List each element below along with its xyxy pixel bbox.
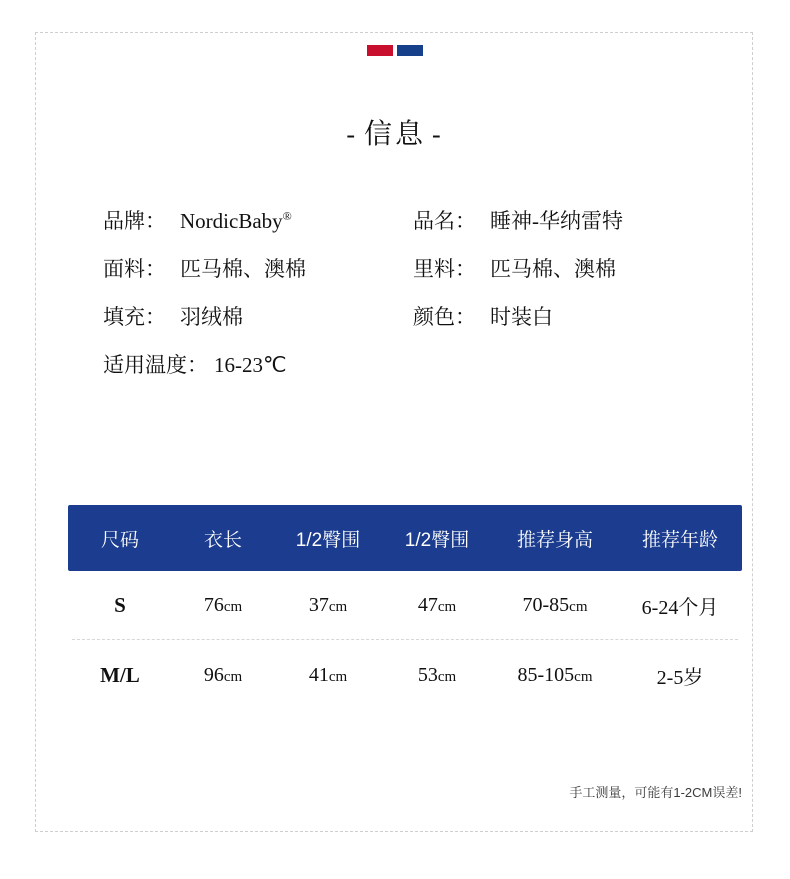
info-value: 匹马棉、澳棉 <box>490 257 616 281</box>
measurement-disclaimer: 手工测量，可能有1-2CM误差! <box>569 785 742 800</box>
value: 37 <box>308 593 329 616</box>
table-header-cell: 推荐身高 <box>516 529 593 551</box>
info-label: 品牌： <box>103 209 166 233</box>
table-header-cell: 1/2臀围 <box>404 529 470 551</box>
info-section <box>103 205 723 397</box>
info-field-temperature <box>103 349 723 379</box>
value: 53 <box>417 663 438 686</box>
page-title <box>0 112 790 152</box>
info-label: 面料： <box>103 257 166 281</box>
flag-bar-red <box>367 45 393 56</box>
info-label: 颜色： <box>413 305 476 329</box>
unit: cm <box>437 598 457 615</box>
info-field-lining <box>413 253 616 283</box>
table-header-row <box>68 505 742 571</box>
value: 96 <box>203 663 224 686</box>
unit: cm <box>569 598 588 615</box>
unit: cm <box>328 598 348 615</box>
flag-bar-blue <box>397 45 423 56</box>
value: 41 <box>308 663 329 686</box>
info-field-color <box>413 301 553 331</box>
table-cell-hip-2 <box>382 594 492 617</box>
table-cell-length <box>172 664 274 687</box>
unit: cm <box>223 598 243 615</box>
info-label: 适用温度： <box>103 353 208 377</box>
table-row <box>68 641 742 709</box>
info-value: 16-23℃ <box>214 353 287 377</box>
value: 47 <box>417 593 438 616</box>
info-field-shell-fabric <box>103 253 413 283</box>
table-header-cell: 尺码 <box>100 529 139 551</box>
registered-trademark-icon: ® <box>282 209 292 223</box>
table-cell-height <box>492 594 618 617</box>
product-info-card <box>35 32 753 832</box>
unit: cm <box>223 668 243 685</box>
info-field-product-name <box>413 205 623 235</box>
info-row <box>103 301 723 331</box>
table-header-cell: 衣长 <box>203 529 242 551</box>
title-dash-left: - <box>346 120 358 149</box>
table-header-cell: 推荐年龄 <box>641 529 718 551</box>
unit: cm <box>574 668 593 685</box>
size-chart-table <box>68 505 742 709</box>
flag-accent-bars <box>0 45 790 56</box>
info-label: 品名： <box>413 209 476 233</box>
table-cell-height <box>492 664 618 687</box>
info-row <box>103 253 723 283</box>
info-value <box>180 209 292 234</box>
table-cell-age: 2-5岁 <box>656 666 704 689</box>
table-cell-age: 6-24个月 <box>641 596 719 619</box>
unit: cm <box>437 668 457 685</box>
info-value: 羽绒棉 <box>180 305 243 329</box>
info-value: 睡神-华纳雷特 <box>490 209 623 233</box>
table-cell-hip-1 <box>274 594 382 617</box>
value: 85-105 <box>517 663 575 686</box>
table-cell-size: S <box>114 592 126 617</box>
value: 70-85 <box>522 593 570 616</box>
info-field-brand <box>103 205 413 235</box>
table-row <box>68 571 742 639</box>
table-header-cell: 1/2臀围 <box>295 529 361 551</box>
info-label: 里料： <box>413 257 476 281</box>
brand-name: NordicBaby <box>180 209 283 233</box>
table-cell-length <box>172 594 274 617</box>
info-value: 时装白 <box>490 305 553 329</box>
unit: cm <box>328 668 348 685</box>
title-dash-right: - <box>432 120 444 149</box>
table-cell-hip-2 <box>382 664 492 687</box>
info-label: 填充： <box>103 305 166 329</box>
value: 76 <box>203 593 224 616</box>
table-cell-hip-1 <box>274 664 382 687</box>
table-cell-size: M/L <box>100 662 140 687</box>
info-value: 匹马棉、澳棉 <box>180 257 306 281</box>
info-row <box>103 205 723 235</box>
title-text: 信息 <box>363 119 426 150</box>
info-field-filling <box>103 301 413 331</box>
